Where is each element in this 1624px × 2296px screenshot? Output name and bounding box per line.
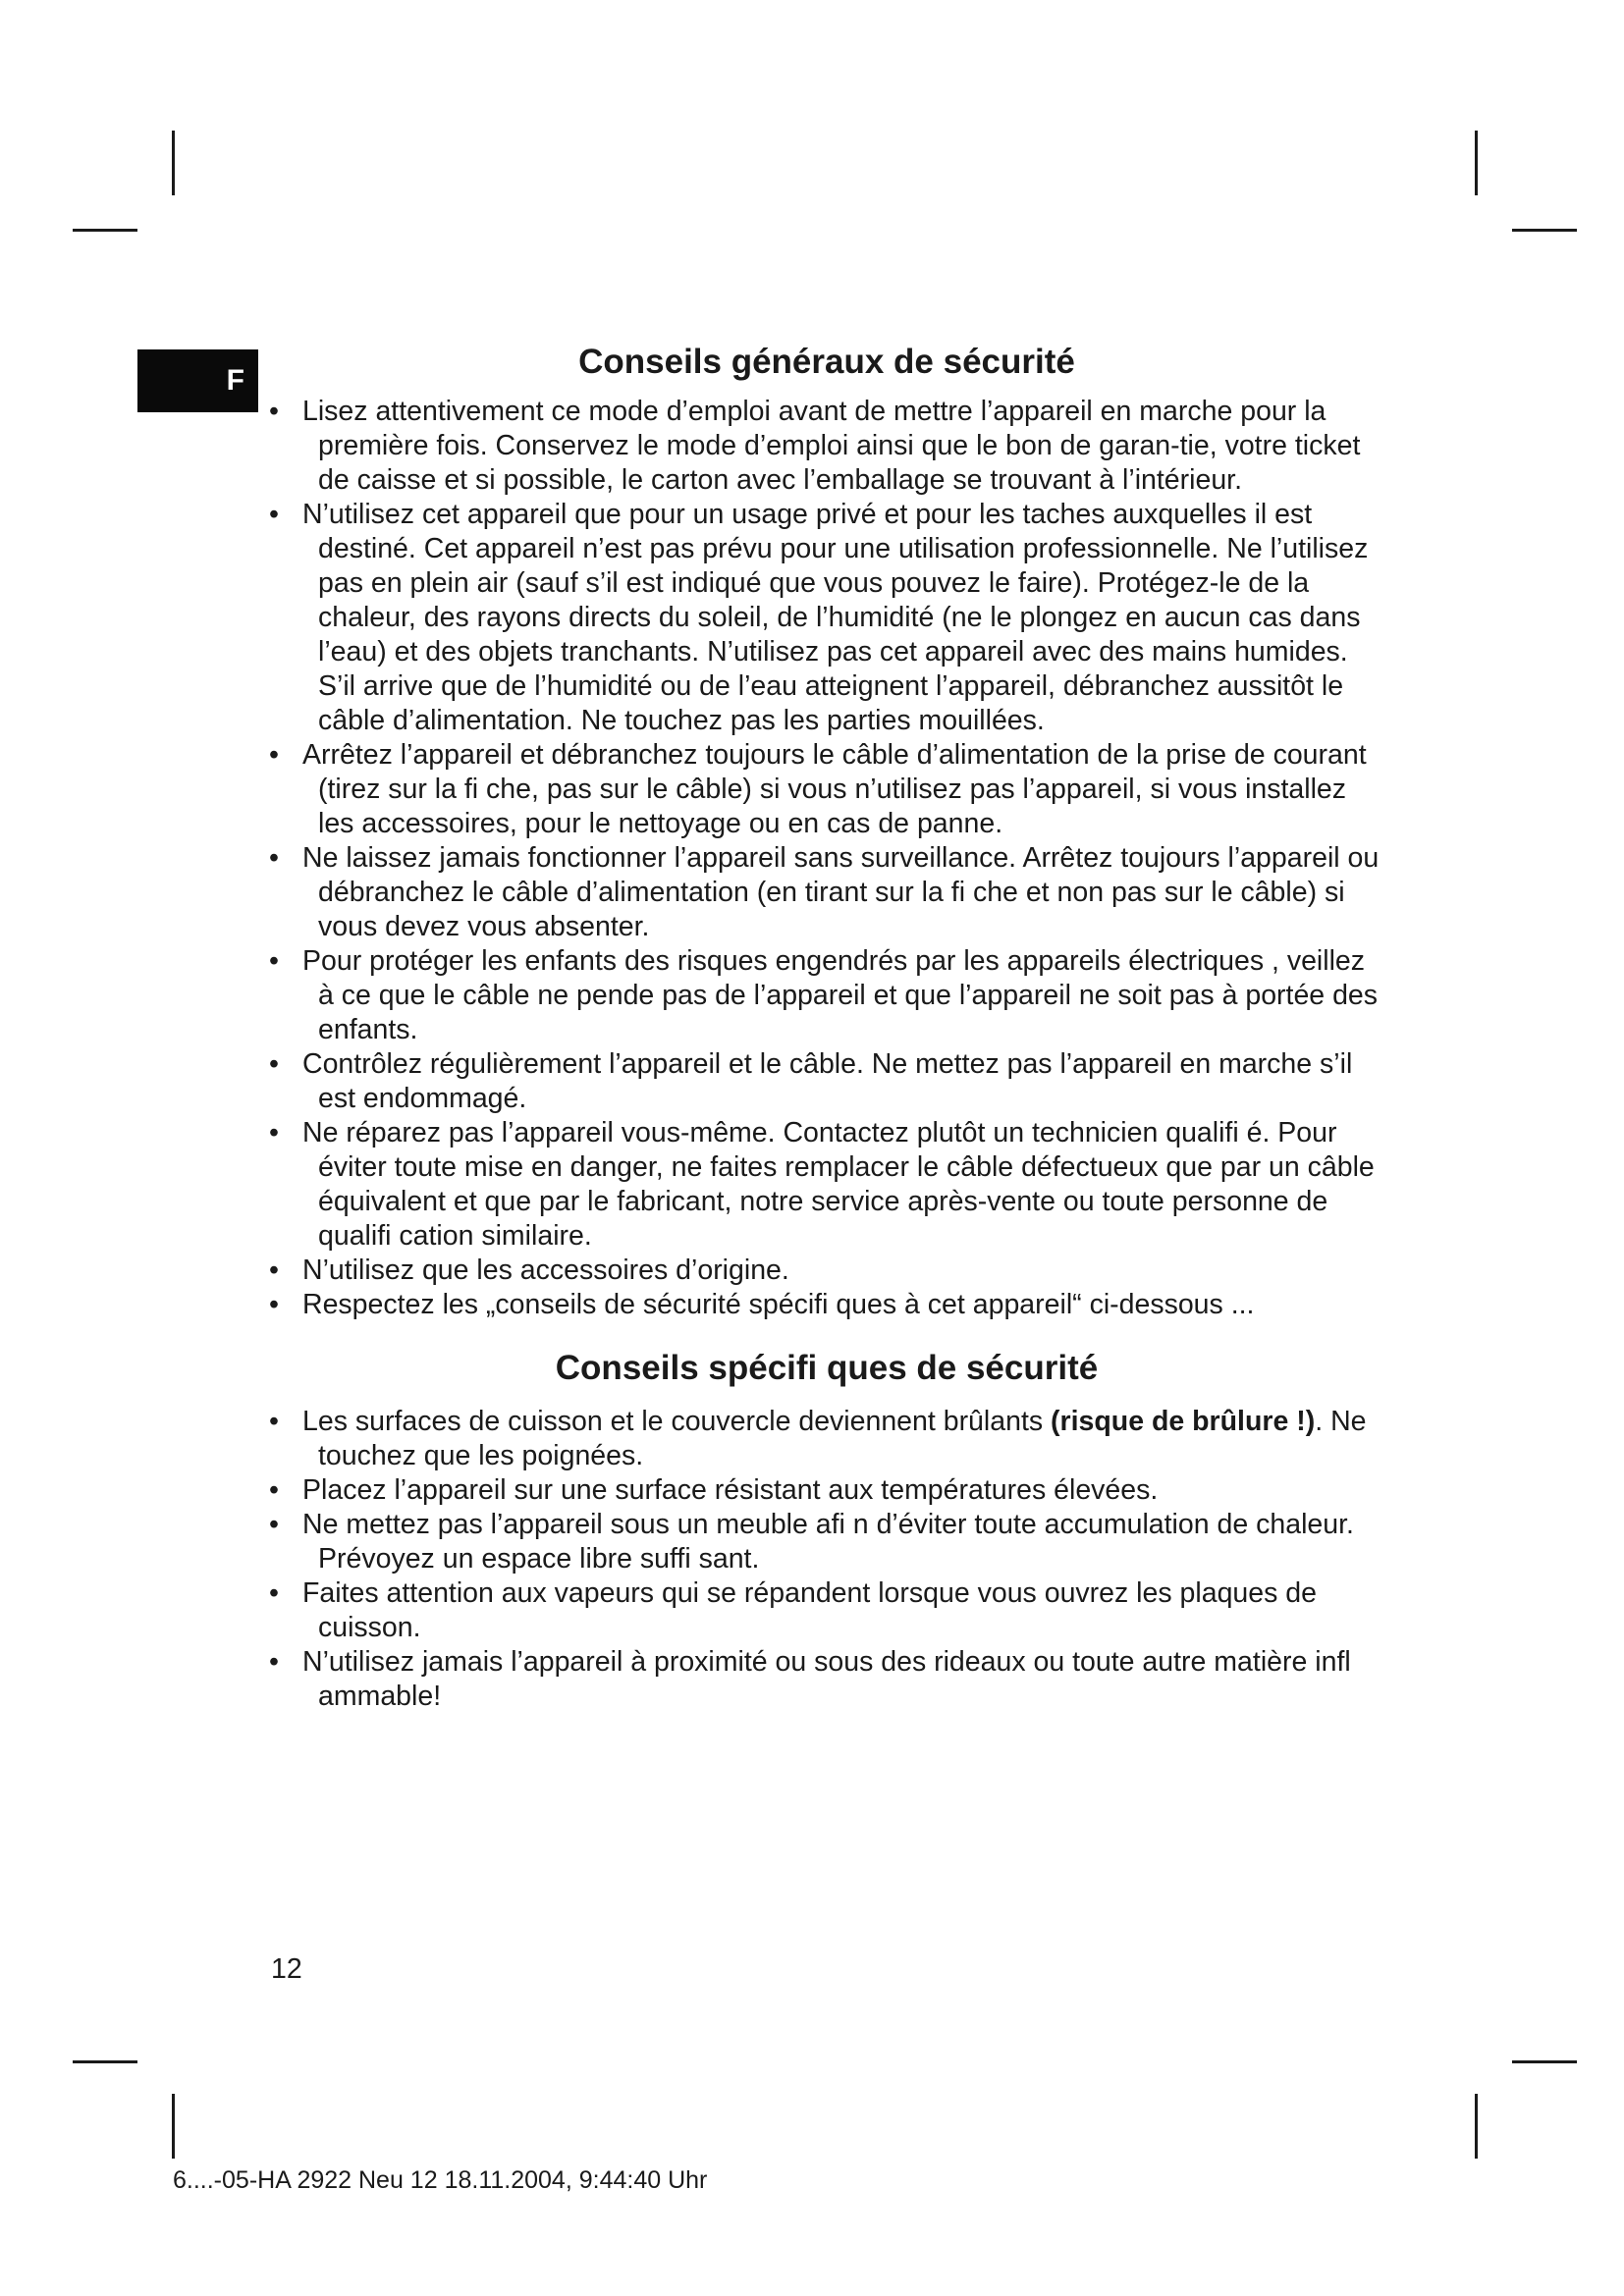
bullet: •: [269, 739, 279, 771]
bullet: •: [269, 842, 279, 874]
burn-risk-warning: (risque de brûlure !): [1051, 1406, 1316, 1437]
crop-mark-top-left-vertical: [172, 131, 175, 195]
list-item: [267, 498, 1386, 738]
crop-mark-bottom-right-horizontal: [1512, 2060, 1577, 2063]
bullet: •: [269, 1117, 279, 1148]
list-item-text: Respectez les „conseils de sécurité spécifi ques à cet appareil“ ci-dessous ...: [302, 1289, 1255, 1320]
list-item: [267, 1645, 1386, 1714]
crop-mark-top-left-horizontal: [73, 229, 137, 232]
list-item-text: Lisez attentivement ce mode d’emploi avant de mettre l’appareil en marche pour la première fois. Conservez le mode d’emploi ainsi que le bon de garan-tie, votre ticket de caisse et si possible, le carton avec l’emballage se trouvant à l’intérieur.: [302, 396, 1361, 496]
crop-mark-bottom-left-vertical: [172, 2094, 175, 2159]
list-item-text: Contrôlez régulièrement l’appareil et le câble. Ne mettez pas l’appareil en marche s’il est endommagé.: [302, 1048, 1353, 1114]
bullet: •: [269, 1474, 279, 1506]
list-item-text: N’utilisez jamais l’appareil à proximité ou sous des rideaux ou toute autre matière infl ammable!: [302, 1646, 1351, 1712]
list-item: [267, 1473, 1386, 1508]
bullet: •: [269, 396, 279, 427]
specific-safety-list: [267, 1405, 1386, 1714]
list-item: [267, 1405, 1386, 1473]
list-item-text: Arrêtez l’appareil et débranchez toujours le câble d’alimentation de la prise de courant (tirez sur la fi che, pas sur le câble) si vous n’utilisez pas l’appareil, si vous installez les accessoires, pour le nettoyage ou en cas de panne.: [302, 739, 1367, 839]
list-item: [267, 944, 1386, 1047]
main-content: [267, 340, 1386, 1714]
list-item: [267, 738, 1386, 841]
list-item-text: Pour protéger les enfants des risques engendrés par les appareils électriques , veillez à ce que le câble ne pende pas de l’appareil et que l’appareil ne soit pas à portée des enfants.: [302, 945, 1379, 1045]
list-item-text: Les surfaces de cuisson et le couvercle deviennent brûlants (risque de brûlure !). Ne touchez que les poignées.: [302, 1406, 1367, 1471]
bullet: •: [269, 1406, 279, 1437]
bullet: •: [269, 1646, 279, 1678]
list-item: [267, 1047, 1386, 1116]
list-item: [267, 841, 1386, 944]
list-item: [267, 395, 1386, 498]
bullet: •: [269, 1048, 279, 1080]
list-item: [267, 1254, 1386, 1288]
page-number: 12: [271, 1953, 302, 1985]
bullet: •: [269, 1509, 279, 1540]
bullet: •: [269, 1577, 279, 1609]
general-safety-title: Conseils généraux de sécurité: [578, 343, 1075, 381]
list-item-text: Faites attention aux vapeurs qui se répandent lorsque vous ouvrez les plaques de cuisson.: [302, 1577, 1317, 1643]
list-item: [267, 1508, 1386, 1576]
list-item-text: N’utilisez que les accessoires d’origine.: [302, 1255, 789, 1286]
bullet: •: [269, 1289, 279, 1320]
bullet: •: [269, 945, 279, 977]
general-safety-list: [267, 395, 1386, 1322]
bullet: •: [269, 499, 279, 530]
list-item: [267, 1576, 1386, 1645]
list-item: [267, 1116, 1386, 1254]
list-item-text: Ne laissez jamais fonctionner l’appareil sans surveillance. Arrêtez toujours l’appareil ou débranchez le câble d’alimentation (en tirant sur la fi che et non pas sur le câble) si vous devez vous absenter.: [302, 842, 1380, 942]
list-item-text: N’utilisez cet appareil que pour un usage privé et pour les taches auxquelles il est destiné. Cet appareil n’est pas prévu pour une utilisation professionnelle. Ne l’utilisez pas en plein air (sauf s’il est indiqué que vous pouvez le faire). Protégez-le de la chaleur, des rayons directs du soleil, de l’humidité (ne le plongez en aucun cas dans l’eau) et des objets tranchants. N’utilisez pas cet appareil avec des mains humides. S’il arrive que de l’humidité ou de l’eau atteignent l’appareil, débranchez aussitôt le câble d’alimentation. Ne touchez pas les parties mouillées.: [302, 499, 1369, 736]
specific-safety-title: Conseils spécifi ques de sécurité: [555, 1349, 1099, 1387]
list-item: [267, 1288, 1386, 1322]
list-item-text: Ne mettez pas l’appareil sous un meuble afi n d’éviter toute accumulation de chaleur. Prévoyez un espace libre suffi sant.: [302, 1509, 1354, 1575]
language-tab: F: [137, 349, 258, 412]
bullet: •: [269, 1255, 279, 1286]
list-item-text: Placez l’appareil sur une surface résistant aux températures élevées.: [302, 1474, 1159, 1506]
list-item-text: Ne réparez pas l’appareil vous-même. Contactez plutôt un technicien qualifi é. Pour éviter toute mise en danger, ne faites remplacer le câble défectueux que par un câble équivalent et que par le fabricant, notre service après-vente ou toute personne de qualifi cation similaire.: [302, 1117, 1375, 1252]
crop-mark-bottom-right-vertical: [1475, 2094, 1478, 2159]
crop-mark-bottom-left-horizontal: [73, 2060, 137, 2063]
print-info: 6....-05-HA 2922 Neu 12 18.11.2004, 9:44:40 Uhr: [173, 2166, 708, 2194]
crop-mark-top-right-horizontal: [1512, 229, 1577, 232]
crop-mark-top-right-vertical: [1475, 131, 1478, 195]
